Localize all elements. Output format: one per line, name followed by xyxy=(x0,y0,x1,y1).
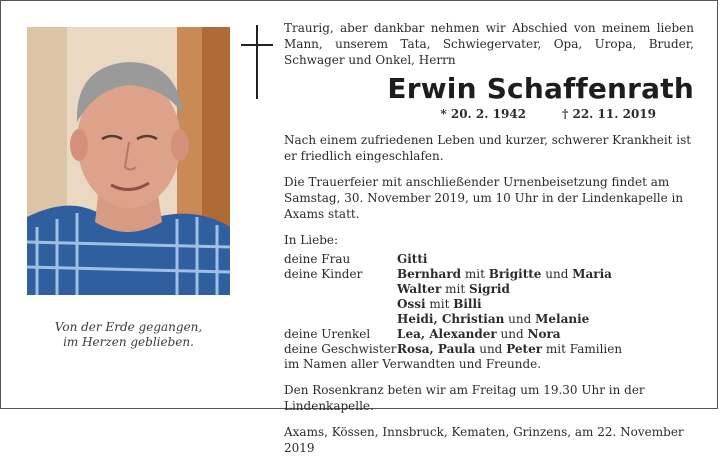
family-row xyxy=(284,252,694,267)
funeral-text: Die Trauerfeier mit anschließender Urnenbeisetzung findet am Samstag, 30. November 2019, um 10 Uhr in der Lindenkapelle in Axams statt. xyxy=(284,175,684,221)
family-names: Heidi, Christian und Melanie xyxy=(397,312,590,326)
portrait-photo xyxy=(27,27,230,295)
family-row xyxy=(284,267,694,282)
family-names: Ossi mit Billi xyxy=(397,297,482,311)
family-relation: deine Frau xyxy=(284,252,351,266)
family-relation xyxy=(284,312,397,327)
birth-date: * 20. 2. 1942 xyxy=(440,107,527,121)
family-names: Lea, Alexander und Nora xyxy=(397,327,561,341)
family-relation: deine Urenkel xyxy=(284,327,371,341)
family-row xyxy=(284,282,694,297)
cross-icon xyxy=(241,25,273,99)
family-relation xyxy=(284,297,397,312)
family-row xyxy=(284,297,694,312)
family-row xyxy=(284,327,694,342)
passing-text: Nach einem zufriedenen Leben und kurzer, schwerer Krankheit ist er friedlich eingeschlafen. xyxy=(284,133,692,163)
relatives-text: im Namen aller Verwandten und Freunde. xyxy=(284,357,542,371)
family-names: Gitti xyxy=(397,252,428,266)
family-names: Bernhard mit Brigitte und Maria xyxy=(397,267,612,281)
caption-line-1: Von der Erde gegangen, xyxy=(54,320,203,334)
family-row xyxy=(284,342,694,357)
portrait-image xyxy=(27,27,230,295)
life-dates xyxy=(284,106,656,122)
family-names: Walter mit Sigrid xyxy=(397,282,510,296)
death-date: † 22. 11. 2019 xyxy=(562,107,656,121)
family-relation: deine Kinder xyxy=(284,267,363,281)
family-names: Rosa, Paula und Peter mit Familien xyxy=(397,342,623,356)
caption xyxy=(27,320,230,350)
family-relation: deine Geschwister xyxy=(284,342,397,356)
deceased-name: Erwin Schaffenrath xyxy=(387,72,694,105)
intro-text: Traurig, aber dankbar nehmen wir Abschied von meinem lieben Mann, unserem Tata, Schwiegervater, Opa, Uropa, Bruder, Schwager und Onkel, Herrn xyxy=(284,21,694,67)
family-relation xyxy=(284,282,397,297)
family-row xyxy=(284,312,694,327)
family-list xyxy=(284,252,694,357)
in-love-label: In Liebe: xyxy=(284,233,339,247)
obituary-text xyxy=(284,20,694,456)
place-date: Axams, Kössen, Innsbruck, Kematen, Grinzens, am 22. November 2019 xyxy=(284,425,684,455)
rosary-text: Den Rosenkranz beten wir am Freitag um 19.30 Uhr in der Lindenkapelle. xyxy=(284,383,645,413)
caption-line-2: im Herzen geblieben. xyxy=(63,335,194,349)
